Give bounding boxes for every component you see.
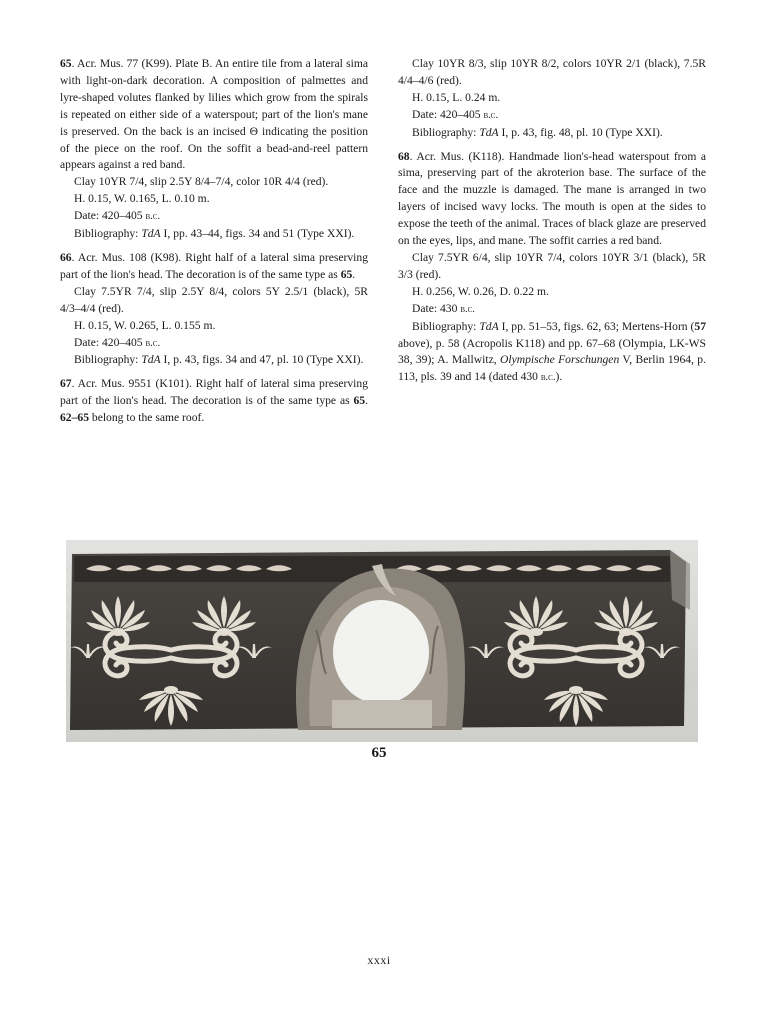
catalog-entry-67-continued [398, 56, 706, 142]
entry-dimensions: H. 0.256, W. 0.26, D. 0.22 m. [412, 284, 549, 298]
entry-number: 68 [398, 149, 410, 163]
entry-clay: Clay 7.5YR 7/4, slip 2.5Y 8/4, colors 5Y 2.5/1 (black), 5R 4/3–4/4 (red). [60, 284, 368, 315]
biblio-label: Bibliography: [74, 353, 139, 367]
entry-date [398, 301, 706, 319]
entry-bibliography [60, 352, 368, 369]
catalog-entry-68 [398, 149, 706, 388]
entry-bibliography [398, 319, 706, 388]
biblio-label: Bibliography: [412, 319, 477, 333]
entry-dimensions: H. 0.15, W. 0.165, L. 0.10 m. [74, 192, 210, 206]
date-text: Date: 430 [412, 301, 458, 315]
entry-cross-ref: 65 [340, 267, 353, 281]
figure-label: 65 [371, 745, 387, 761]
catalog-entry-67 [60, 376, 368, 427]
entry-clay: Clay 7.5YR 6/4, slip 10YR 7/4, colors 10YR 3/1 (black), 5R 3/3 (red). [398, 250, 706, 281]
entry-cross-ref: 65 [353, 394, 366, 408]
entry-head-text: . Acr. Mus. (K118). Handmade lion's-head waterspout from a sima, preserving part of the akroterion base. The surface of the face and the muzzle is damaged. The mane is arranged in two layers of incised wavy locks. The mouth is open at the sides to expose the teeth of the animal. Traces of black glaze are preserved on the eyes, lips, and mane. The soffit carries a red band. [398, 149, 706, 248]
biblio-series-title: Olympische Forschungen [499, 353, 620, 367]
biblio-text-end: ). [555, 370, 563, 384]
entry-head-end: belong to the same roof. [91, 411, 205, 425]
catalog-entry-66 [60, 250, 368, 369]
entry-number: 67 [60, 377, 72, 391]
biblio-text-tail: V, Berlin 1964, p. 113, pls. 39 and 14 (dated 430 [398, 353, 706, 384]
left-column [60, 56, 368, 434]
date-text: Date: 420–405 [74, 335, 143, 349]
catalog-entry-65 [60, 56, 368, 243]
date-era: b.c. [460, 303, 475, 315]
entry-head-text: . Acr. Mus. 9551 (K101). Right half of lateral sima preserving part of the lion's head. The decoration is of the same type as [60, 377, 368, 408]
entry-description [398, 149, 706, 250]
biblio-text: I, pp. 43–44, figs. 34 and 51 (Type XXI). [163, 227, 355, 241]
entry-number: 65 [60, 57, 72, 70]
date-text: Date: 420–405 [74, 209, 143, 223]
entry-description [60, 56, 368, 174]
entry-clay: Clay 10YR 7/4, slip 2.5Y 8/4–7/4, color 10R 4/4 (red). [74, 175, 329, 189]
entry-head-text: . Acr. Mus. 108 (K98). Right half of a lateral sima preserving part of the lion's head. The decoration is of the same type as [60, 250, 368, 281]
biblio-text: I, p. 43, fig. 48, pl. 10 (Type XXI). [501, 125, 663, 139]
biblio-text: I, p. 43, figs. 34 and 47, pl. 10 (Type XXI). [163, 353, 364, 367]
biblio-text: I, pp. 51–53, figs. 62, 63; Mertens-Horn ( [501, 319, 695, 333]
entry-mid-text: . [365, 394, 368, 408]
entry-description [60, 376, 368, 427]
entry-dimensions: H. 0.15, L. 0.24 m. [412, 90, 501, 104]
biblio-abbr: TdA [479, 125, 499, 139]
biblio-abbr: TdA [479, 319, 499, 333]
biblio-cross-ref: 57 [694, 319, 706, 333]
entry-head-text: . Acr. Mus. 77 (K99). Plate B. An entire tile from a lateral sima with light-on-dark decoration. A composition of palmettes and lyre-shaped volutes flanked by lilies which grow from the spirals is repeated on either side of a waterspout; part of the lion's mane is preserved. On the back is an incised Θ indicating the position of the piece on the roof. On the soffit a bead-and-reel pattern appears against a red band. [60, 57, 368, 172]
entry-head-end: . [352, 267, 356, 281]
sima-tile-photo [66, 540, 698, 742]
page-number: xxxi [367, 953, 391, 967]
entry-date [60, 208, 368, 226]
entry-dimensions: H. 0.15, W. 0.265, L. 0.155 m. [74, 318, 216, 332]
entry-number: 66 [60, 250, 72, 264]
entry-clay: Clay 10YR 8/3, slip 10YR 8/2, colors 10YR 2/1 (black), 7.5R 4/4–4/6 (red). [398, 57, 706, 87]
date-era: b.c. [540, 372, 556, 384]
date-era: b.c. [483, 109, 499, 121]
right-column [398, 56, 706, 394]
date-era: b.c. [145, 337, 161, 349]
entry-description [60, 250, 368, 284]
biblio-label: Bibliography: [412, 125, 477, 139]
biblio-label: Bibliography: [74, 227, 139, 241]
entry-bibliography [398, 125, 706, 142]
entry-cross-ref-range: 62–65 [60, 411, 89, 425]
biblio-text-continued: above), p. 58 (Acropolis K118) and pp. 67–68 (Olympia, LK-WS 38, 39); A. Mallwitz, [398, 336, 706, 367]
biblio-abbr: TdA [141, 353, 161, 367]
date-text: Date: 420–405 [412, 107, 481, 121]
entry-date [398, 107, 706, 125]
biblio-abbr: TdA [141, 227, 161, 241]
date-era: b.c. [145, 211, 161, 223]
entry-bibliography [60, 226, 368, 243]
entry-date [60, 335, 368, 353]
